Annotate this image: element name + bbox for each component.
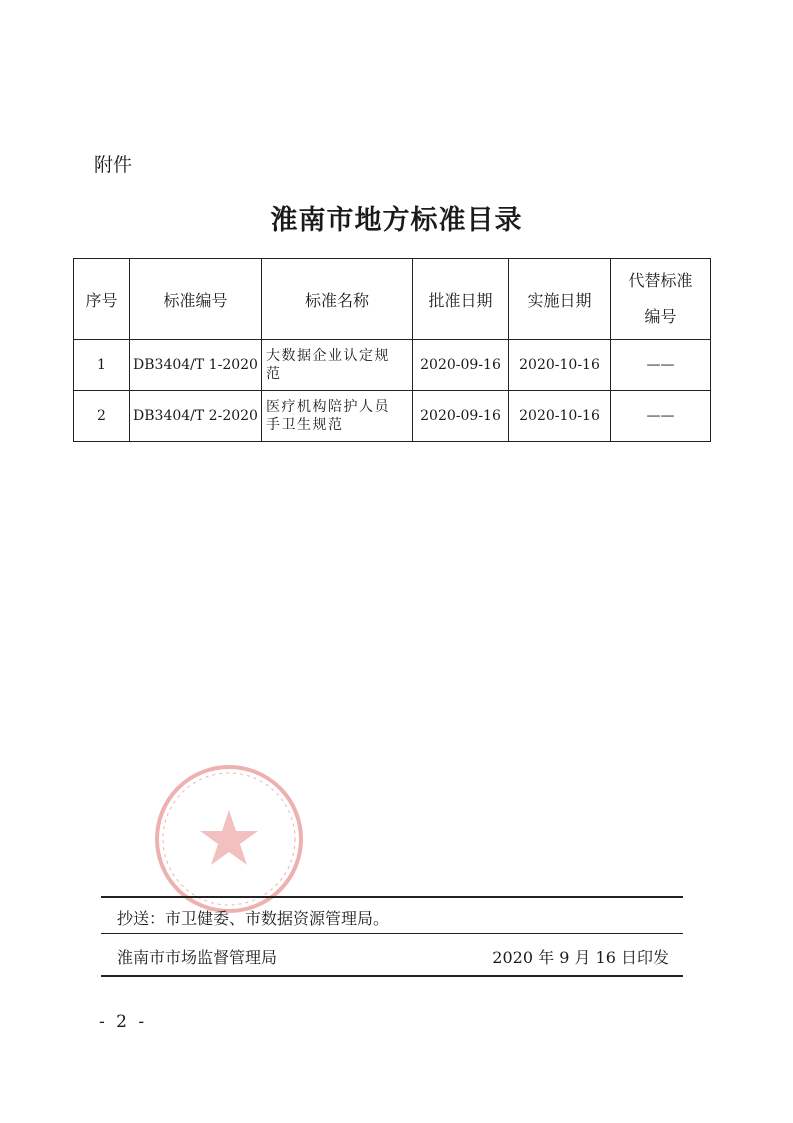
row-name-line-2: 范 xyxy=(266,366,282,382)
footer-rule-bottom xyxy=(101,975,683,977)
row-code: DB3404/T 2-2020 xyxy=(130,391,262,442)
table-row xyxy=(74,340,711,391)
footer-rule-top xyxy=(101,896,683,898)
header-code: 标准编号 xyxy=(130,259,262,340)
issue-date: 2020 年 9 月 16 日印发 xyxy=(492,948,669,967)
row-name-line-1: 大数据企业认定规 xyxy=(266,348,390,364)
attachment-label: 附件 xyxy=(94,154,133,176)
official-seal-image xyxy=(152,762,306,916)
issue-line xyxy=(117,945,669,968)
row-implement-date: 2020-10-16 xyxy=(509,340,611,391)
header-implement-date: 实施日期 xyxy=(509,259,611,340)
row-approve-date: 2020-09-16 xyxy=(413,340,509,391)
seal-star-icon xyxy=(200,810,258,865)
row-implement-date: 2020-10-16 xyxy=(509,391,611,442)
row-replaces: —— xyxy=(611,391,711,442)
footer-rule-middle xyxy=(101,933,683,934)
header-replaces-line-2: 编号 xyxy=(644,307,677,326)
row-index: 1 xyxy=(74,340,130,391)
header-replaces-line-1: 代替标准 xyxy=(628,271,693,290)
row-index: 2 xyxy=(74,391,130,442)
issuer: 淮南市市场监督管理局 xyxy=(117,948,278,967)
cc-line: 抄送：市卫健委、市数据资源管理局。 xyxy=(117,909,390,928)
header-name: 标准名称 xyxy=(262,259,413,340)
header-index: 序号 xyxy=(74,259,130,340)
row-name-line-2: 手卫生规范 xyxy=(266,417,344,433)
table-header-row xyxy=(74,259,711,340)
row-code: DB3404/T 1-2020 xyxy=(130,340,262,391)
row-name xyxy=(262,391,413,442)
table-row xyxy=(74,391,711,442)
row-replaces: —— xyxy=(611,340,711,391)
page-number: - 2 - xyxy=(99,1012,148,1032)
standards-table xyxy=(73,258,711,442)
row-name xyxy=(262,340,413,391)
row-approve-date: 2020-09-16 xyxy=(413,391,509,442)
header-replaces xyxy=(611,259,711,340)
header-approve-date: 批准日期 xyxy=(413,259,509,340)
row-name-line-1: 医疗机构陪护人员 xyxy=(266,399,390,415)
document-title: 淮南市地方标准目录 xyxy=(270,205,523,236)
